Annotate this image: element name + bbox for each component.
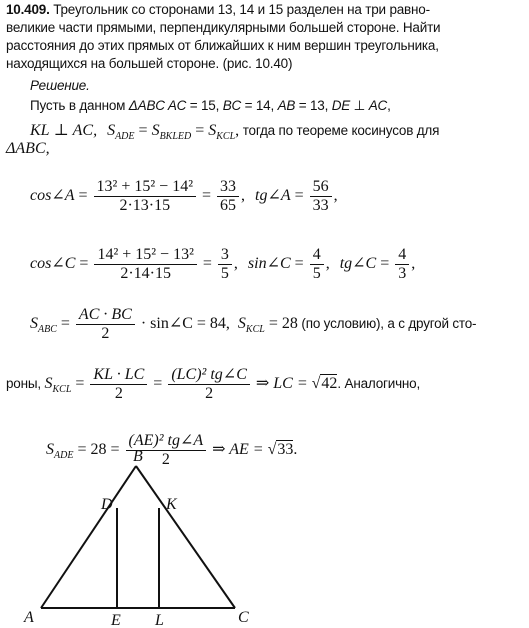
eq-a3: = [294, 187, 304, 205]
kl-lc-fraction: $\frac{KL \cdot LC}{2}$ [90, 366, 147, 403]
tg-a: tg∠A [255, 187, 291, 205]
intro-text-d: BC [222, 98, 242, 113]
intro-text-g: = 13, [295, 98, 332, 113]
s-kcl: $S_{KCL}$ [208, 122, 236, 142]
problem-line-4: находящихся на большей стороне. (рис. 10.40) [6, 56, 293, 71]
eq-s1: = [60, 315, 70, 333]
perp-symbol: ⊥ [49, 122, 73, 139]
rony-text: роны, [6, 376, 45, 392]
by-condition-text: (по условию), а с другой сто- [297, 316, 477, 332]
s-ade-2: $S_{ADE}$ [46, 441, 74, 462]
solution-heading: Решение. [30, 78, 90, 93]
s-abc-rest: · sin∠C = 84, [136, 315, 230, 333]
s-kcl-value: = 28 [264, 315, 298, 333]
lc-formula: роны, $S_{KCL}$ = $\frac{KL \cdot LC}{2}$ = $\frac{\text{(LC)² tg∠C}}{2}$ ⇒ LC = √42. Аналогично, [6, 366, 421, 402]
intro-text-h: DE [331, 98, 351, 113]
intro-text-e: = 14, [241, 98, 278, 113]
vertex-c-label: C [238, 609, 249, 626]
eq-a2: = [201, 187, 212, 205]
s-bkled: $S_{BKLED}$ [151, 122, 192, 142]
eq-l1: = [75, 375, 85, 393]
cos-a-fraction: $\frac{\text{13² + 15² − 14²}}{2\cdot 13\cdot 15}$ [94, 178, 196, 215]
eq-c2: = [202, 255, 212, 273]
kl-label: KL [30, 122, 50, 139]
intro-text-b: ΔABC AC [128, 98, 187, 113]
intro-text-c: = 15, [186, 98, 223, 113]
point-e-label: E [111, 612, 121, 628]
point-l-label: L [155, 612, 164, 628]
s-abc-fraction: $\frac{AC \cdot BC}{2}$ [76, 306, 135, 343]
lc-tg-fraction: $\frac{\text{(LC)² tg∠C}}{2}$ [168, 366, 250, 403]
s-kcl-2: $S_{KCL}$ [237, 315, 265, 336]
intro-text-f: AB [277, 98, 296, 113]
cosine-theorem-text: тогда по теореме косинусов для [239, 123, 440, 138]
problem-line-3: расстояния до этих прямых от ближайших к ним вершин треугольника, [6, 38, 439, 53]
s-abc: $S_{ABC}$ [30, 315, 57, 336]
intro-text-a: Пусть в данном [30, 98, 129, 113]
cos-c-fraction: $\frac{\text{14² + 15² − 13²}}{2\cdot 14\cdot 15}$ [94, 246, 196, 283]
comma: , [235, 122, 240, 139]
point-k-label: K [166, 496, 177, 513]
side-ab [41, 466, 136, 608]
eq-c3: = [294, 255, 304, 273]
cos-a-value: $\frac{33}{65}$ [217, 178, 239, 215]
eq-a1: = [78, 187, 88, 205]
abc-label: ΔABC, [6, 140, 50, 157]
ae-formula: $S_{ADE} = 28$ = $\frac{\text{(AE)² tg∠A}}{2}$ ⇒ AE = √33. [46, 432, 298, 468]
eq-c1: = [79, 255, 89, 273]
sqrt-33: 33 [277, 441, 294, 459]
cos-a-formula: cos∠A = $\frac{\text{13² + 15² − 14²}}{2\cdot 13\cdot 15}$ = $\frac{33}{65}$ , tg∠A = $\frac{56}{33}$ , [30, 178, 338, 214]
side-bc [136, 466, 235, 608]
lc-result: ⇒ LC = [255, 375, 312, 393]
s-kcl-3: $S_{KCL}$ [44, 375, 72, 396]
vertex-b-label: B [133, 448, 143, 465]
point-d-label: D [101, 496, 113, 513]
vertex-a-label: A [24, 609, 34, 626]
intro-text-j: AC [368, 98, 388, 113]
sin-c: sin∠C [247, 255, 291, 273]
ae-tg-fraction: $\frac{\text{(AE)² tg∠A}}{2}$ [126, 432, 207, 469]
eq-sign-2: = [191, 122, 209, 139]
cos-c-value: $\frac{3}{5}$ [218, 246, 232, 283]
ae-result: ⇒ AE = [212, 441, 268, 459]
eq-c4: = [380, 255, 390, 273]
cos-a: cos∠A [30, 187, 75, 205]
ac-label: AC, [72, 122, 98, 139]
sin-c-value: $\frac{4}{5}$ [310, 246, 324, 283]
problem-line-2: великие части прямыми, перпендикулярными большей стороне. Найти [6, 20, 441, 35]
intro-text-k: , [387, 98, 391, 113]
tg-c: tg∠C [339, 255, 377, 273]
intro-text-i: ⊥ [350, 98, 369, 113]
analogously-text: . Аналогично, [337, 376, 421, 392]
problem-text-1: Треугольник со сторонами 13, 14 и 15 разделен на три равно- [49, 2, 430, 17]
tg-a-value: $\frac{56}{33}$ [310, 178, 332, 215]
cos-c: cos∠C [30, 255, 76, 273]
s-ade: $S_{ADE}$ [107, 122, 135, 142]
cos-c-formula: cos∠C = $\frac{\text{14² + 15² − 13²}}{2\cdot 14\cdot 15}$ = $\frac{3}{5}$ , sin∠C = $\frac{4}{5}$ , tg∠C = $\frac{4}{3}$ , [30, 246, 416, 282]
tg-c-value: $\frac{4}{3}$ [395, 246, 409, 283]
problem-number: 10.409. [6, 2, 50, 17]
eq-sign-1: = [134, 122, 152, 139]
eq-l2: = [153, 375, 163, 393]
s-ade-value: = 28 = [73, 441, 124, 459]
sqrt-42: 42 [321, 375, 338, 393]
